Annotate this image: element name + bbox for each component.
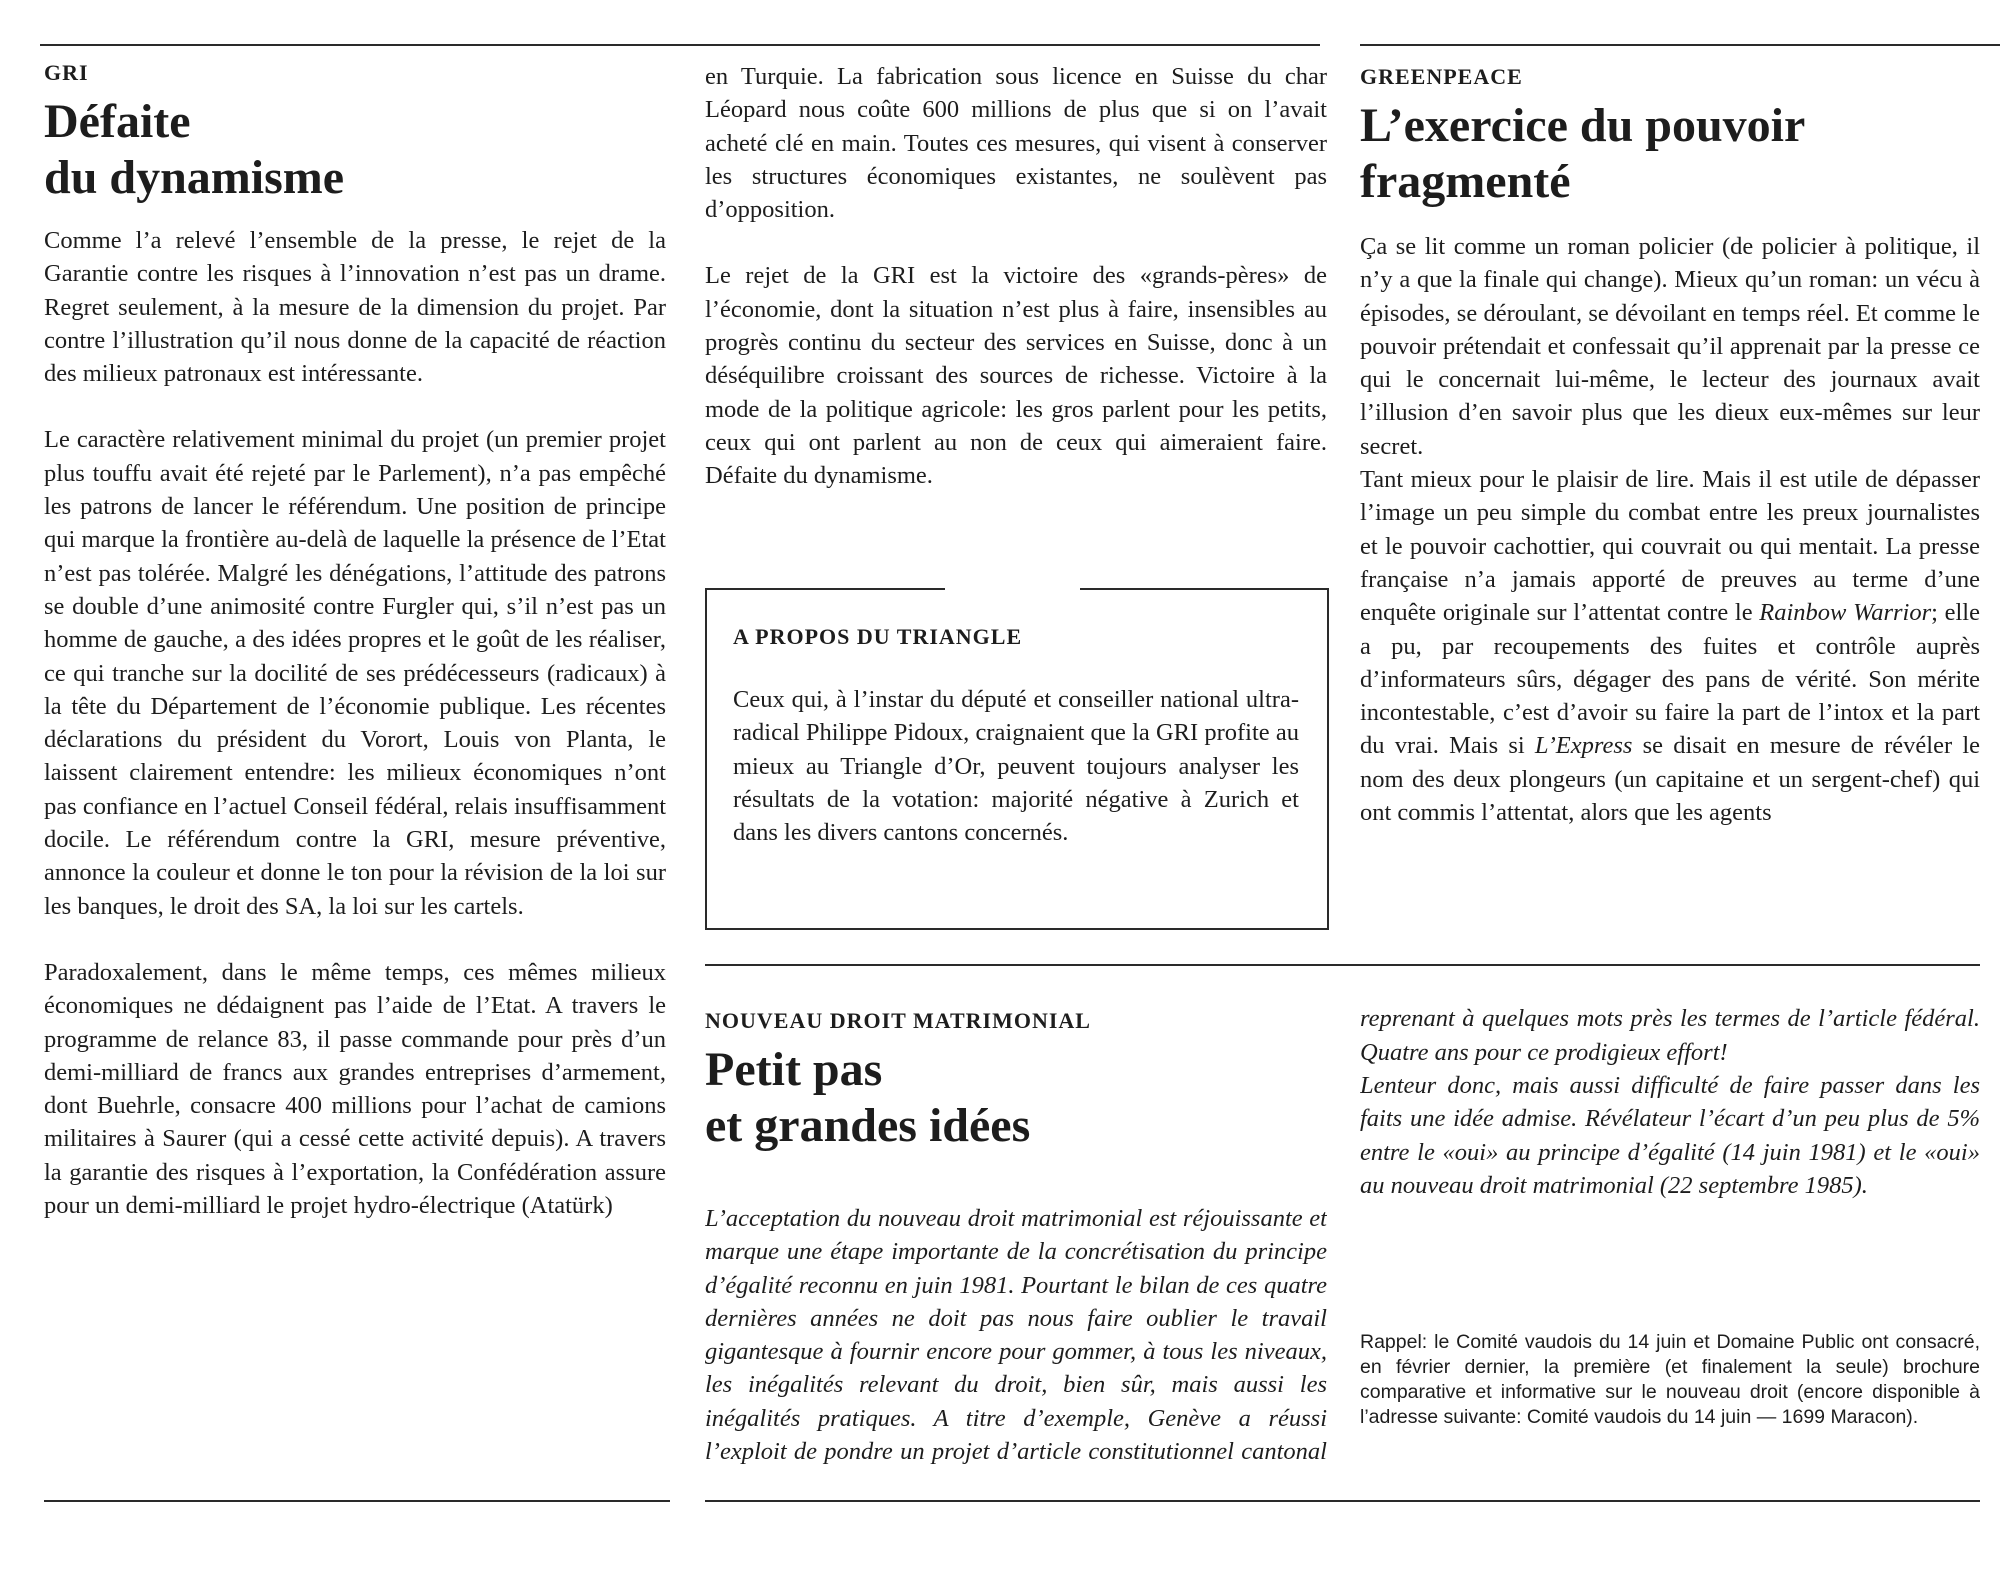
- greenpeace-body: [1360, 230, 1980, 829]
- greenpeace-headline-line-1: L’exercice du pouvoir: [1360, 99, 1806, 152]
- gri-paragraph-2: Le caractère relativement minimal du projet (un premier projet plus touffu avait été rejeté par le Parlement), n’a pas empêché les patrons de lancer le référendum. Une position de principe qui marque la frontière au-delà de laquelle la présence de l’Etat n’est pas tolérée. Malgré les dénégations, l’attitude des patrons se double d’une animosité contre Furgler qui, s’il n’est pas un homme de gauche, a des idées propres et le goût de les réaliser, ce qui tranche sur la docilité de ses prédécesseurs (radicaux) à la tête du Département de l’économie publique. Les récentes déclarations du président du Vorort, Louis von Planta, le laissent clairement entendre: les milieux économiques n’ont pas confiance en l’actuel Conseil fédéral, relais insuffisamment docile. Le référendum contre la GRI, mesure préventive, annonce la couleur et donne le ton pour la révision de la loi sur les banques, le droit des SA, la loi sur les cartels.: [44, 426, 666, 920]
- matrimonial-note: Rappel: le Comité vaudois du 14 juin et Domaine Public ont consacré, en février dernier, la première (et finalement la seule) brochure comparative et informative sur le nouveau droit (encore disponible à l’adresse suivante: Comité vaudois du 14 juin — 1699 Maracon).: [1360, 1331, 1980, 1428]
- triangle-box-gap: [945, 585, 1080, 591]
- matrimonial-paragraph-1: L’acceptation du nouveau droit matrimonial est réjouissante et marque une étape importante de la concrétisation du principe d’égalité reconnu en juin 1981. Pourtant le bilan de ces quatre dernières années ne doit pas nous faire oublier le travail gigantesque à fournir encore pour gommer, à tous les niveaux, les inégalités relevant du droit, bien sûr, mais aussi les inégalités pratiques. A titre d’exemple, Genève a réussi l’exploit de pondre un projet d’article constitutionnel cantonal: [705, 1205, 1327, 1466]
- greenpeace-headline-line-2: fragmenté: [1360, 155, 1571, 208]
- greenpeace-paragraph-2: Tant mieux pour le plaisir de lire. Mais il est utile de dépasser l’image un peu simple du combat entre les preux journalistes et le pouvoir cachottier, qui couvrait ou qui mentait. La presse française n’a jamais apporté de preuves au terme d’une enquête originale sur l’attentat contre le Rainbow Warrior; elle a pu, par recoupements des fuites et contrôle auprès d’informateurs sûrs, dégager des pans de vérité. Son mérite incontestable, c’est d’avoir su faire la part de l’intox et la part du vrai. Mais si L’Express se disait en mesure de révéler le nom des deux plongeurs (un capitaine et un sergent-chef) qui ont commis l’attentat, alors que les agents: [1360, 466, 1980, 827]
- matrimonial-body: [705, 1202, 1327, 1468]
- gri-article: [44, 60, 666, 1222]
- greenpeace-paragraph-1: Ça se lit comme un roman policier (de policier à politique, il n’y a que la finale qui change). Mieux qu’un roman: un vécu à épisodes, se déroulant, se dévoilant en temps réel. Et comme le pouvoir prétendait et confessait qu’il apprenait par la presse ce qui le concernait lui-même, le lecteur des journaux avait l’illusion d’en savoir plus que les dieux eux-mêmes sur leur secret.: [1360, 233, 1980, 460]
- greenpeace-kicker: GREENPEACE: [1360, 64, 1523, 89]
- gri-headline: [44, 94, 666, 206]
- gri-paragraph-3: Paradoxalement, dans le même temps, ces mêmes milieux économiques ne dédaignent pas l’aide de l’Etat. A travers le programme de relance 83, il passe commande pour près d’un demi-milliard de francs aux grandes entreprises d’armement, dont Buehrle, consacre 400 millions pour l’achat de camions militaires à Saurer (qui a cessé cette activité depuis). A travers la garantie des risques à l’exportation, la Confédération assure pour un demi-milliard le projet hydro-électrique (Atatürk): [44, 958, 666, 1220]
- matrimonial-paragraph-2: Lenteur donc, mais aussi difficulté de faire passer dans les faits une idée admise. Révélateur l’écart d’un peu plus de 5% entre le «oui» au principe d’égalité (14 juin 1981) et le «oui» au nouveau droit matrimonial (22 septembre 1985).: [1360, 1071, 1980, 1199]
- gri-paragraph-5: Le rejet de la GRI est la victoire des «grands-pères» de l’économie, dont la situation n’est plus à faire, insensibles au progrès continu du secteur des services en Suisse, donc à un déséquilibre croissant des sources de richesse. Victoire à la mode de la politique agricole: les gros parlent pour les petits, ceux qui ont parlent au non de ceux qui aimeraient faire. Défaite du dynamisme.: [705, 262, 1327, 490]
- triangle-box-text: Ceux qui, à l’instar du député et conseiller national ultra-radical Philippe Pidoux, craignaient que la GRI profite au mieux au Triangle d’Or, peuvent toujours analyser les résultats de la votation: majorité négative à Zurich et dans les divers cantons concernés.: [733, 686, 1299, 847]
- gri-headline-line-1: Défaite: [44, 95, 191, 148]
- matrimonial-paragraph-1-continued: reprenant à quelques mots près les termes de l’article fédéral. Quatre ans pour ce prodigieux effort!: [1360, 1005, 1980, 1066]
- matrimonial-article: [705, 1008, 1327, 1154]
- matrimonial-headline-line-1: Petit pas: [705, 1043, 883, 1096]
- middle-rule: [705, 964, 1980, 966]
- matrimonial-body-continued: [1360, 1002, 1980, 1302]
- matrimonial-kicker: NOUVEAU DROIT MATRIMONIAL: [705, 1008, 1091, 1033]
- magazine-name: L’Express: [1534, 732, 1633, 760]
- ship-name: Rainbow Warrior: [1759, 599, 1932, 627]
- top-rule-right: [1360, 44, 2000, 46]
- bottom-rule-right: [705, 1500, 1980, 1502]
- gri-paragraph-1: Comme l’a relevé l’ensemble de la presse, le rejet de la Garantie contre les risques à l’innovation n’est pas un drame. Regret seulement, à la mesure de la dimension du projet. Par contre l’illustration qu’il nous donne de la capacité de réaction des milieux patronaux est intéressante.: [44, 227, 666, 388]
- greenpeace-headline: [1360, 98, 1980, 210]
- matrimonial-headline-line-2: et grandes idées: [705, 1099, 1031, 1152]
- bottom-rule-left: [44, 1500, 670, 1502]
- triangle-box-content: [733, 624, 1299, 849]
- gri-paragraph-4: en Turquie. La fabrication sous licence en Suisse du char Léopard nous coûte 600 millions de plus que si on l’avait acheté clé en main. Toutes ces mesures, qui visent à conserver les structures économiques existantes, ne soulèvent pas d’opposition.: [705, 63, 1327, 224]
- top-rule-left: [40, 44, 1320, 46]
- triangle-box-title: A PROPOS DU TRIANGLE: [733, 624, 1023, 649]
- matrimonial-note-wrap: [1360, 1330, 1980, 1430]
- matrimonial-headline: [705, 1042, 1327, 1154]
- gri-headline-line-2: du dynamisme: [44, 151, 345, 204]
- gri-body: [44, 224, 666, 1222]
- gri-kicker: GRI: [44, 60, 89, 85]
- greenpeace-article: [1360, 64, 1980, 829]
- gri-article-continued: [705, 60, 1327, 493]
